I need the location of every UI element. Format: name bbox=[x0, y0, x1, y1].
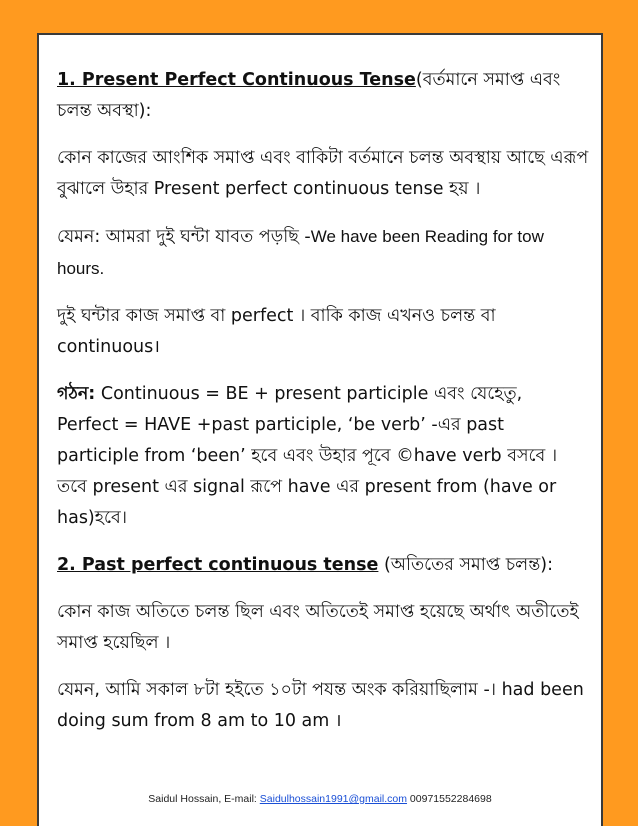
section2-example: যেমন, আমি সকাল ৮টা হইতে ১০টা পযন্ত অংক করিয়াছিলাম -। had been doing sum from 8 am to 10 am । bbox=[57, 680, 584, 731]
section1-heading: 1. Present Perfect Continuous Tense bbox=[57, 70, 416, 90]
footer-author: Saidul Hossain, E-mail: bbox=[148, 793, 260, 805]
section2-heading-bn: (অতিতের সমাপ্ত চলন্ত): bbox=[378, 555, 554, 575]
section1-heading-bn: (বর্তমানে সমাপ্ত এবং চলন্ত অবস্থা): bbox=[57, 70, 561, 121]
section1-example-en: We have been Reading for tow hours. bbox=[57, 227, 544, 278]
section2-definition: কোন কাজ অতিতে চলন্ত ছিল এবং অতিতেই সমাপ্ত হয়েছে অর্থাৎ অতীতেই সমাপ্ত হয়েছিল । bbox=[57, 602, 579, 653]
section1-heading-line bbox=[57, 65, 589, 127]
section1-structure bbox=[57, 379, 589, 534]
footer-email-link[interactable]: Saidulhossain1991@gmail.com bbox=[259, 793, 408, 805]
section1-example-bn: যেমন: আমরা দুই ঘন্টা যাবত পড়ছি - bbox=[57, 227, 311, 247]
section2-heading-line bbox=[57, 550, 589, 581]
section2-heading: 2. Past perfect continuous tense bbox=[57, 555, 379, 575]
document-page bbox=[37, 35, 603, 826]
section1-example bbox=[57, 221, 589, 285]
structure-text: Continuous = BE + present participle এবং যেহেতু, Perfect = HAVE +past participle, ‘be verb’ -এর past participle from ‘been’ হবে এবং উহার পূবে ©have verb বসবে । তবে present এর signal রূপে have এর present from (have or has)হবে। bbox=[57, 384, 558, 528]
page-footer bbox=[39, 793, 601, 805]
structure-label: গঠন: bbox=[57, 384, 96, 404]
footer-phone: 00971552284698 bbox=[407, 793, 492, 805]
page-content bbox=[57, 65, 589, 753]
section1-note: দুই ঘন্টার কাজ সমাপ্ত বা perfect । বাকি কাজ এখনও চলন্ত বা continuous। bbox=[57, 306, 496, 357]
section1-definition: কোন কাজের আংশিক সমাপ্ত এবং বাকিটা বর্তমানে চলন্ত অবস্থায় আছে এরূপ বুঝালে উহার Present perfect continuous tense হয় । bbox=[57, 148, 589, 199]
